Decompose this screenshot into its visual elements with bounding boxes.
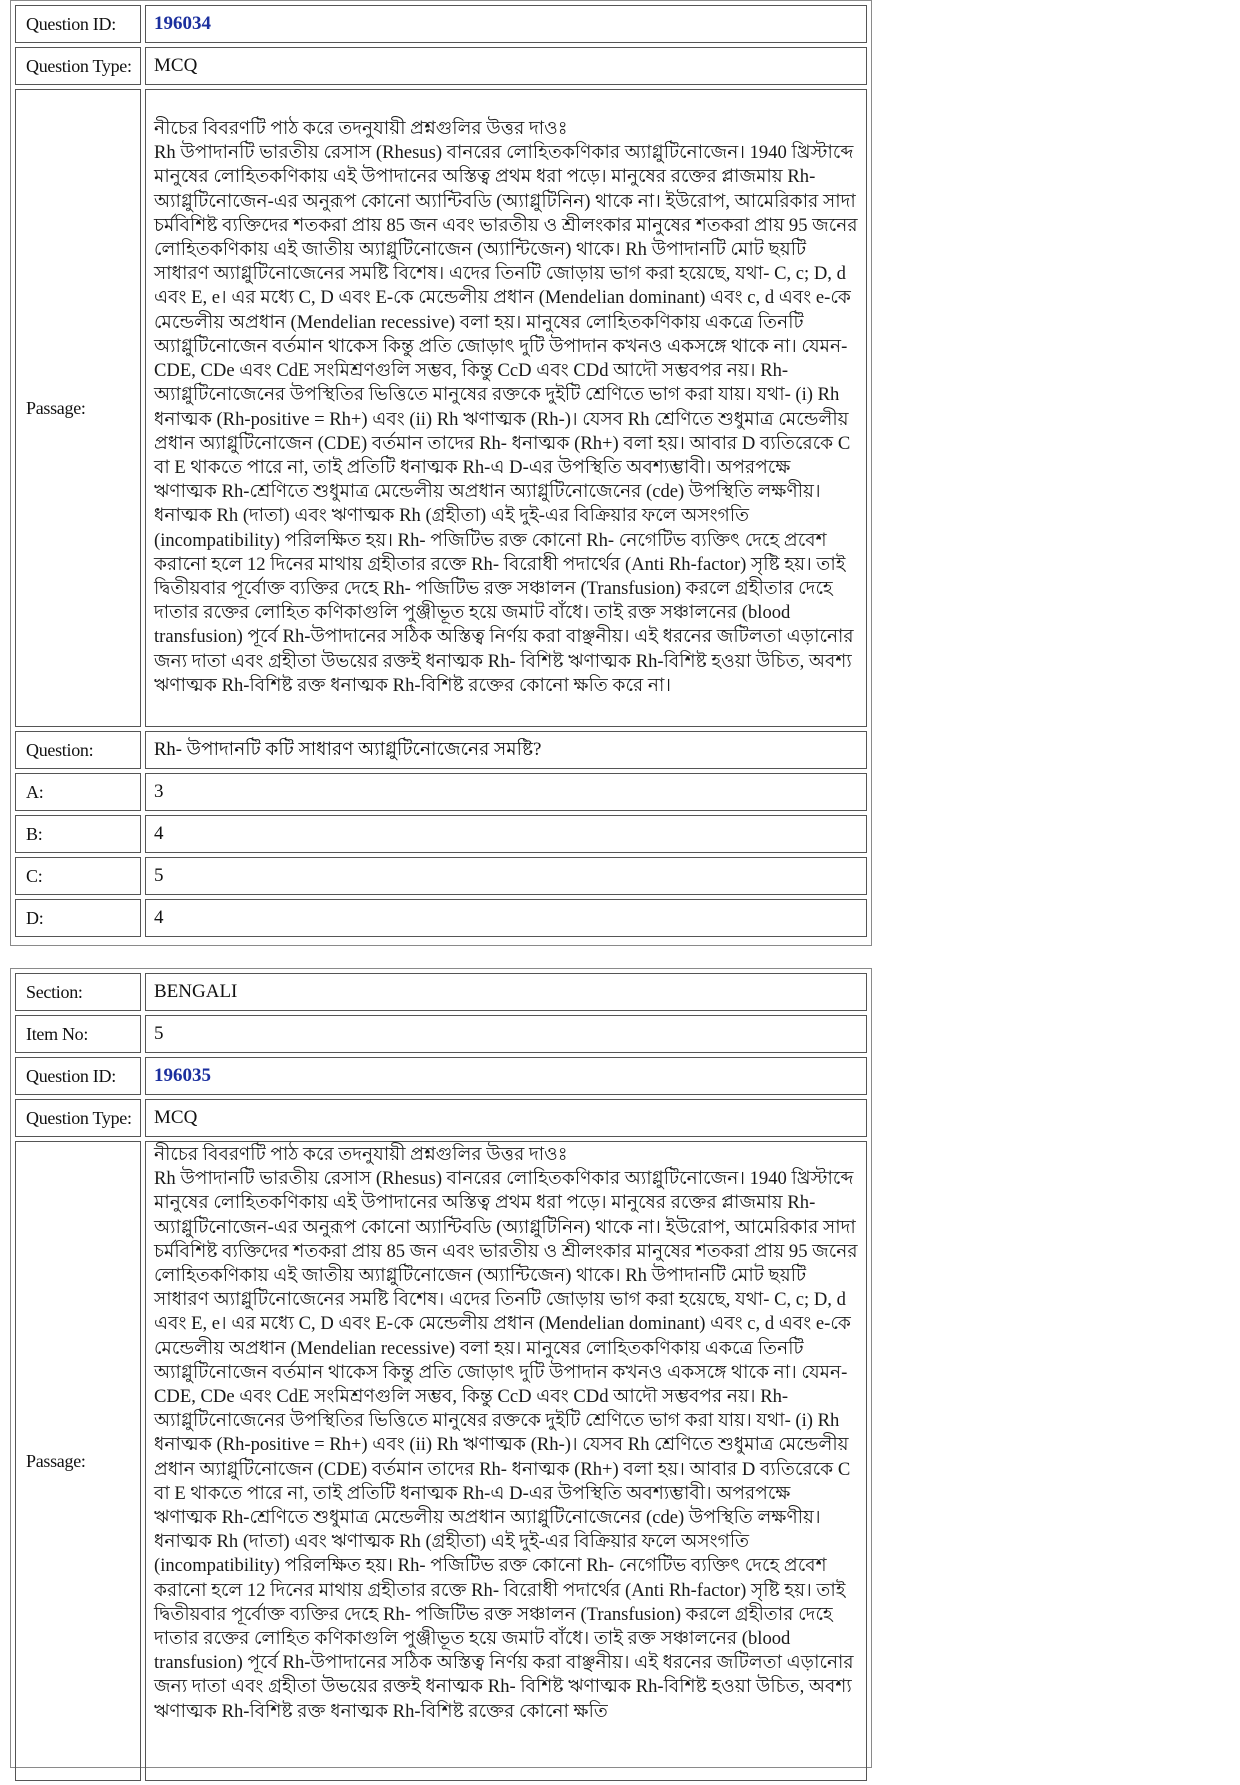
row-item-no [15, 1015, 867, 1053]
question-type-value: MCQ [145, 1099, 867, 1137]
question-id-label: Question ID: [15, 5, 141, 43]
question-table [11, 969, 871, 1785]
question-block-196034 [10, 0, 872, 946]
passage-intro: নীচের বিবরণটি পাঠ করে তদনুযায়ী প্রশ্নগুলির উত্তর দাওঃ [154, 1144, 568, 1165]
item-no-label: Item No: [15, 1015, 141, 1053]
item-no-value: 5 [145, 1015, 867, 1053]
passage-body: Rh উপাদানটি ভারতীয় রেসাস (Rhesus) বানরের লোহিতকণিকার অ্যাগ্লুটিনোজেন। 1940 খ্রিস্টাব্দে মানুষের লোহিতকণিকায় এই উপাদানের অস্তিত্ব প্রথম ধরা পড়ে। মানুষের রক্তের প্লাজমায় Rh- অ্যাগ্লুটিনোজেন-এর অনুরূপ কোনো অ্যান্টিবডি (অ্যাগ্লুটিনিন) থাকে না। ইউরোপ, আমেরিকার সাদা চর্মবিশিষ্ট ব্যক্তিদের শতকরা প্রায় 85 জন এবং ভারতীয় ও শ্রীলংকার মানুষের শতকরা প্রায় 95 জনের লোহিতকণিকায় এই জাতীয় অ্যাগ্লুটিনোজেন (অ্যান্টিজেন) থাকে। Rh উপাদানটি মোট ছয়টি সাধারণ অ্যাগ্লুটিনোজেনের সমষ্টি বিশেষ। এদের তিনটি জোড়ায় ভাগ করা হয়েছে, যথা- C, c; D, d এবং E, e। এর মধ্যে C, D এবং E-কে মেন্ডেলীয় প্রধান (Mendelian dominant) এবং c, d এবং e-কে মেন্ডেলীয় অপ্রধান (Mendelian recessive) বলা হয়। মানুষের লোহিতকণিকায় একত্রে তিনটি অ্যাগ্লুটিনোজেন বর্তমান থাকেস কিন্তু প্রতি জোড়াৎ দুটি উপাদান কখনও একসঙ্গে থাকে না। যেমন-CDE, CDe এবং CdE সংমিশ্রণগুলি সম্ভব, কিন্তু CcD এবং CDd আদৌ সম্ভবপর নয়। Rh- অ্যাগ্লুটিনোজেনের উপস্থিতির ভিত্তিতে মানুষের রক্তকে দুইটি শ্রেণিতে ভাগ করা যায়। যথা- (i) Rh ধনাত্মক (Rh-positive = Rh+) এবং (ii) Rh ঋণাত্মক (Rh-)। যেসব Rh শ্রেণিতে শুধুমাত্র মেন্ডেলীয় প্রধান অ্যাগ্লুটিনোজেন (CDE) বর্তমান তাদের Rh- ধনাত্মক (Rh+) বলা হয়। আবার D ব্যতিরেকে C বা E থাকতে পারে না, তাই প্রতিটি ধনাত্মক Rh-এ D-এর উপস্থিতি অবশ্যম্ভাবী। অপরপক্ষে ঋণাত্মক Rh-শ্রেণিতে শুধুমাত্র মেন্ডেলীয় অপ্রধান অ্যাগ্লুটিনোজেনের (cde) উপস্থিতি লক্ষণীয়। ধনাত্মক Rh (দাতা) এবং ঋণাত্মক Rh (গ্রহীতা) এই দুই-এর বিক্রিয়ার ফলে অসংগতি (incompatibility) পরিলক্ষিত হয়। Rh- পজিটিভ রক্ত কোনো Rh- নেগেটিভ ব্যক্তিৎ দেহে প্রবেশ করানো হলে 12 দিনের মাথায় গ্রহীতার রক্তে Rh- বিরোধী পদার্থের (Anti Rh-factor) সৃষ্টি হয়। তাই দ্বিতীয়বার পূর্বোক্ত ব্যক্তির দেহে Rh- পজিটিভ রক্ত সঞ্চালন (Transfusion) করলে গ্রহীতার দেহে দাতার রক্তের লোহিত কণিকাগুলি পুঞ্জীভূত হয়ে জমাট বাঁধে। তাই রক্ত সঞ্চালনের (blood transfusion) পূর্বে Rh-উপাদানের সঠিক অস্তিত্ব নির্ণয় করা বাঞ্ছনীয়। এই ধরনের জটিলতা এড়ানোর জন্য দাতা এবং গ্রহীতা উভয়ের রক্তই ধনাত্মক Rh- বিশিষ্ট ঋণাত্মক Rh-বিশিষ্ট হওয়া উচিত, অবশ্য ঋণাত্মক Rh-বিশিষ্ট রক্ত ধনাত্মক Rh-বিশিষ্ট রক্তের কোনো ক্ষতি করে না। [154, 142, 858, 696]
row-section [15, 973, 867, 1011]
option-b-label: B: [15, 815, 141, 853]
row-option-c [15, 857, 867, 895]
row-question [15, 731, 867, 769]
section-label: Section: [15, 973, 141, 1011]
row-option-b [15, 815, 867, 853]
row-question-type [15, 47, 867, 85]
row-passage [15, 89, 867, 727]
option-b-value: 4 [145, 815, 867, 853]
question-type-label: Question Type: [15, 47, 141, 85]
question-table [11, 1, 871, 941]
option-a-label: A: [15, 773, 141, 811]
row-passage [15, 1141, 867, 1781]
row-option-a [15, 773, 867, 811]
passage-text [145, 89, 867, 727]
question-label: Question: [15, 731, 141, 769]
option-a-value: 3 [145, 773, 867, 811]
row-question-type [15, 1099, 867, 1137]
question-id-value: 196034 [145, 5, 867, 43]
passage-label: Passage: [15, 89, 141, 727]
option-c-label: C: [15, 857, 141, 895]
section-value: BENGALI [145, 973, 867, 1011]
question-type-label: Question Type: [15, 1099, 141, 1137]
question-id-value: 196035 [145, 1057, 867, 1095]
row-question-id [15, 5, 867, 43]
question-text: Rh- উপাদানটি কটি সাধারণ অ্যাগ্লুটিনোজেনের সমষ্টি? [145, 731, 867, 769]
option-c-value: 5 [145, 857, 867, 895]
passage-text [145, 1141, 867, 1781]
question-id-label: Question ID: [15, 1057, 141, 1095]
passage-body: Rh উপাদানটি ভারতীয় রেসাস (Rhesus) বানরের লোহিতকণিকার অ্যাগ্লুটিনোজেন। 1940 খ্রিস্টাব্দে মানুষের লোহিতকণিকায় এই উপাদানের অস্তিত্ব প্রথম ধরা পড়ে। মানুষের রক্তের প্লাজমায় Rh- অ্যাগ্লুটিনোজেন-এর অনুরূপ কোনো অ্যান্টিবডি (অ্যাগ্লুটিনিন) থাকে না। ইউরোপ, আমেরিকার সাদা চর্মবিশিষ্ট ব্যক্তিদের শতকরা প্রায় 85 জন এবং ভারতীয় ও শ্রীলংকার মানুষের শতকরা প্রায় 95 জনের লোহিতকণিকায় এই জাতীয় অ্যাগ্লুটিনোজেন (অ্যান্টিজেন) থাকে। Rh উপাদানটি মোট ছয়টি সাধারণ অ্যাগ্লুটিনোজেনের সমষ্টি বিশেষ। এদের তিনটি জোড়ায় ভাগ করা হয়েছে, যথা- C, c; D, d এবং E, e। এর মধ্যে C, D এবং E-কে মেন্ডেলীয় প্রধান (Mendelian dominant) এবং c, d এবং e-কে মেন্ডেলীয় অপ্রধান (Mendelian recessive) বলা হয়। মানুষের লোহিতকণিকায় একত্রে তিনটি অ্যাগ্লুটিনোজেন বর্তমান থাকেস কিন্তু প্রতি জোড়াৎ দুটি উপাদান কখনও একসঙ্গে থাকে না। যেমন-CDE, CDe এবং CdE সংমিশ্রণগুলি সম্ভব, কিন্তু CcD এবং CDd আদৌ সম্ভবপর নয়। Rh- অ্যাগ্লুটিনোজেনের উপস্থিতির ভিত্তিতে মানুষের রক্তকে দুইটি শ্রেণিতে ভাগ করা যায়। যথা- (i) Rh ধনাত্মক (Rh-positive = Rh+) এবং (ii) Rh ঋণাত্মক (Rh-)। যেসব Rh শ্রেণিতে শুধুমাত্র মেন্ডেলীয় প্রধান অ্যাগ্লুটিনোজেন (CDE) বর্তমান তাদের Rh- ধনাত্মক (Rh+) বলা হয়। আবার D ব্যতিরেকে C বা E থাকতে পারে না, তাই প্রতিটি ধনাত্মক Rh-এ D-এর উপস্থিতি অবশ্যম্ভাবী। অপরপক্ষে ঋণাত্মক Rh-শ্রেণিতে শুধুমাত্র মেন্ডেলীয় অপ্রধান অ্যাগ্লুটিনোজেনের (cde) উপস্থিতি লক্ষণীয়। ধনাত্মক Rh (দাতা) এবং ঋণাত্মক Rh (গ্রহীতা) এই দুই-এর বিক্রিয়ার ফলে অসংগতি (incompatibility) পরিলক্ষিত হয়। Rh- পজিটিভ রক্ত কোনো Rh- নেগেটিভ ব্যক্তিৎ দেহে প্রবেশ করানো হলে 12 দিনের মাথায় গ্রহীতার রক্তে Rh- বিরোধী পদার্থের (Anti Rh-factor) সৃষ্টি হয়। তাই দ্বিতীয়বার পূর্বোক্ত ব্যক্তির দেহে Rh- পজিটিভ রক্ত সঞ্চালন (Transfusion) করলে গ্রহীতার দেহে দাতার রক্তের লোহিত কণিকাগুলি পুঞ্জীভূত হয়ে জমাট বাঁধে। তাই রক্ত সঞ্চালনের (blood transfusion) পূর্বে Rh-উপাদানের সঠিক অস্তিত্ব নির্ণয় করা বাঞ্ছনীয়। এই ধরনের জটিলতা এড়ানোর জন্য দাতা এবং গ্রহীতা উভয়ের রক্তই ধনাত্মক Rh- বিশিষ্ট ঋণাত্মক Rh-বিশিষ্ট হওয়া উচিত, অবশ্য ঋণাত্মক Rh-বিশিষ্ট রক্ত ধনাত্মক Rh-বিশিষ্ট রক্তের কোনো ক্ষতি [154, 1168, 858, 1722]
option-d-label: D: [15, 899, 141, 937]
option-d-value: 4 [145, 899, 867, 937]
row-option-d [15, 899, 867, 937]
row-question-id [15, 1057, 867, 1095]
passage-label: Passage: [15, 1141, 141, 1781]
passage-intro: নীচের বিবরণটি পাঠ করে তদনুযায়ী প্রশ্নগুলির উত্তর দাওঃ [154, 118, 568, 140]
question-type-value: MCQ [145, 47, 867, 85]
question-block-196035 [10, 968, 872, 1768]
